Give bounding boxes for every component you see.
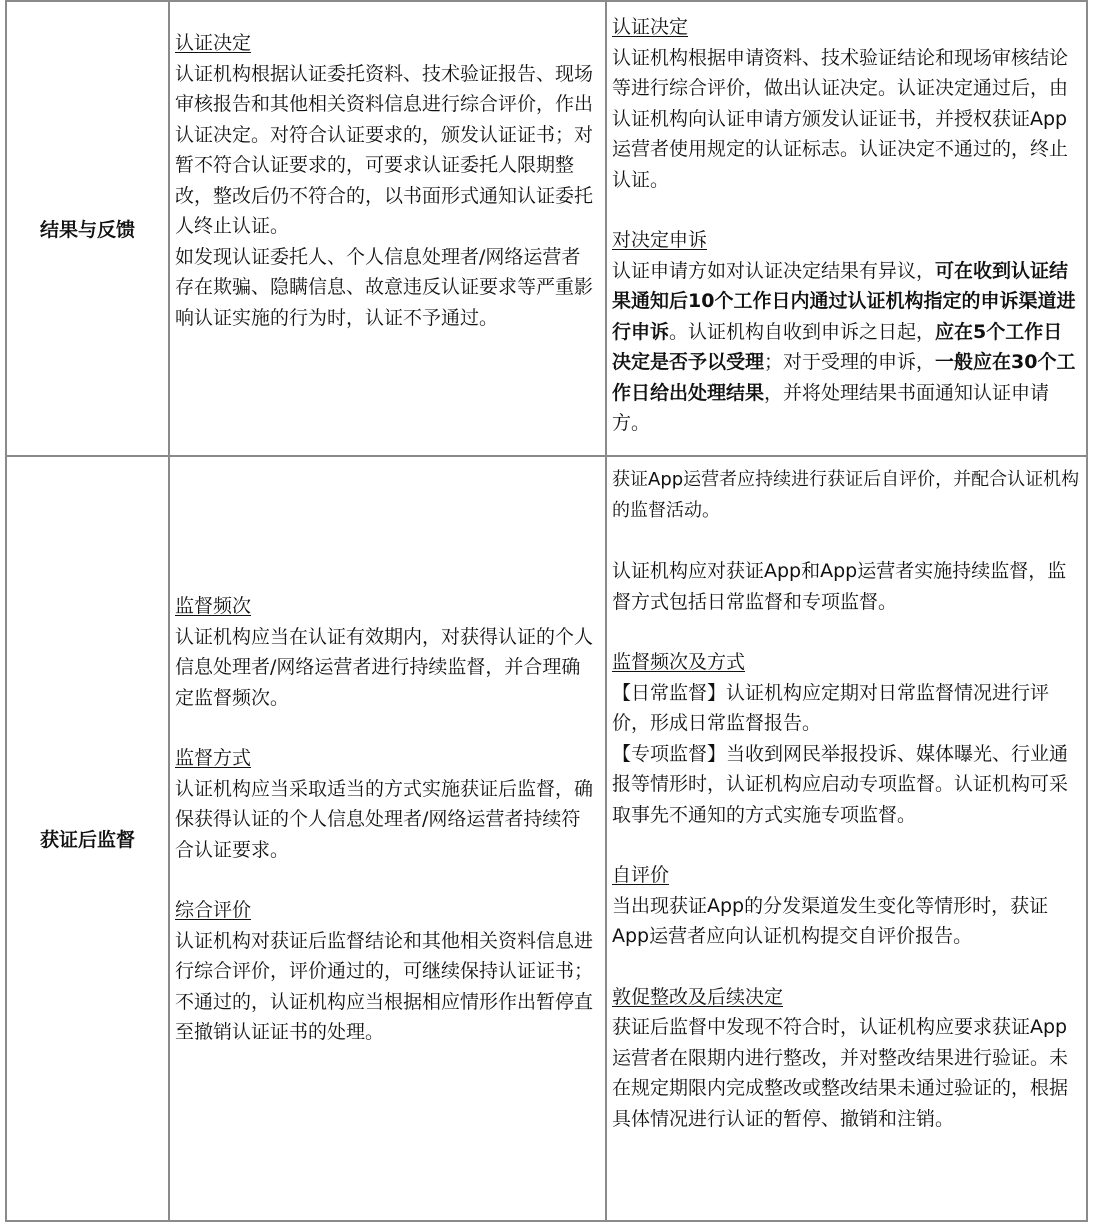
comparison-table	[5, 0, 1088, 1222]
middle-cell	[171, 2, 605, 455]
section-title: 监督频次	[175, 595, 252, 617]
section-title: 综合评价	[175, 899, 252, 921]
bold-run: 可在收到认证结果通知后10个工作日内通过认证机构指定的申诉渠道进行申诉	[612, 259, 1076, 343]
table-row-results-feedback	[7, 2, 1086, 455]
section-supervision-method	[175, 743, 599, 865]
section-rectification	[612, 982, 1080, 1135]
section-text: 认证机构应当在认证有效期内，对获得认证的个人信息处理者/网络运营者进行持续监督，并合理确定监督频次。	[175, 625, 594, 709]
section-title: 自评价	[612, 864, 670, 886]
section-text: 【日常监督】认证机构应定期对日常监督情况进行评价，形成日常监督报告。	[612, 681, 1050, 734]
text-run: 认证申请方如对认证决定结果有异议，	[612, 259, 936, 282]
section-text: 获证后监督中发现不符合时，认证机构应要求获证App运营者在限期内进行整改，并对整改结果进行验证。未在规定期限内完成整改或整改结果未通过验证的，根据具体情况进行认证的暂停、撤销和注销。	[612, 1016, 1069, 1130]
section-supervision-frequency	[175, 591, 599, 713]
section-text: 认证机构根据认证委托资料、技术验证报告、现场审核报告和其他相关资料信息进行综合评价，作出认证决定。对符合认证要求的，颁发认证证书；对暂不符合认证要求的，可要求认证委托人限期整改，整改后仍不符合的，以书面形式通知认证委托人终止认证。	[175, 62, 594, 237]
section-text: 【专项监督】当收到网民举报投诉、媒体曝光、行业通报等情形时，认证机构应启动专项监督。认证机构可采取事先不通知的方式实施专项监督。	[612, 742, 1069, 826]
section-continuous-supervision	[612, 556, 1080, 617]
section-frequency-method	[612, 647, 1080, 830]
section-appeal	[612, 225, 1080, 439]
middle-cell	[171, 457, 605, 1220]
section-self-evaluation	[612, 860, 1080, 952]
row-label: 获证后监督	[39, 829, 135, 851]
section-title: 监督方式	[175, 747, 252, 769]
section-title: 对决定申诉	[612, 229, 708, 251]
section-text	[612, 256, 1080, 439]
bold-run: 应在5个工作日决定是否予以受理	[612, 320, 1063, 373]
section-text: 如发现认证委托人、个人信息处理者/网络运营者存在欺骗、隐瞒信息、故意违反认证要求等严重影响认证实施的行为时，认证不予通过。	[175, 245, 594, 329]
section-title: 认证决定	[175, 32, 252, 54]
section-certification-decision	[612, 12, 1080, 195]
right-cell	[608, 457, 1086, 1220]
section-title: 认证决定	[612, 16, 689, 38]
text-run: ；对于受理的申诉，	[764, 351, 936, 373]
section-text: 认证机构应对获证App和App运营者实施持续监督，监督方式包括日常监督和专项监督。	[612, 560, 1067, 613]
section-text: 认证机构对获证后监督结论和其他相关资料信息进行综合评价，评价通过的，可继续保持认证证书；不通过的，认证机构应当根据相应情形作出暂停直至撤销认证证书的处理。	[175, 929, 594, 1043]
row-label: 结果与反馈	[39, 219, 135, 241]
section-text: 获证App运营者应持续进行获证后自评价，并配合认证机构的监督活动。	[612, 469, 1080, 521]
section-text: 当出现获证App的分发渠道发生变化等情形时，获证App运营者应向认证机构提交自评价报告。	[612, 894, 1049, 947]
section-certification-decision	[175, 28, 599, 333]
table-row-post-certification-supervision	[7, 457, 1086, 1220]
section-title: 监督频次及方式	[612, 651, 746, 673]
text-run: 。认证机构自收到申诉之日起，	[669, 320, 936, 343]
section-title: 敦促整改及后续决定	[612, 985, 784, 1008]
bold-run: 一般应在30个工作日给出处理结果	[612, 351, 1076, 404]
right-cell	[608, 2, 1086, 455]
text-run: ，并将处理结果书面通知认证申请方。	[612, 381, 1050, 434]
section-text: 认证机构根据申请资料、技术验证结论和现场审核结论等进行综合评价，做出认证决定。认证决定通过后，由认证机构向认证申请方颁发认证证书，并授权获证App运营者使用规定的认证标志。认证决定不通过的，终止认证。	[612, 46, 1069, 191]
section-intro	[612, 465, 1080, 526]
section-text: 认证机构应当采取适当的方式实施获证后监督，确保获得认证的个人信息处理者/网络运营者持续符合认证要求。	[175, 777, 594, 861]
section-comprehensive-evaluation	[175, 895, 599, 1048]
